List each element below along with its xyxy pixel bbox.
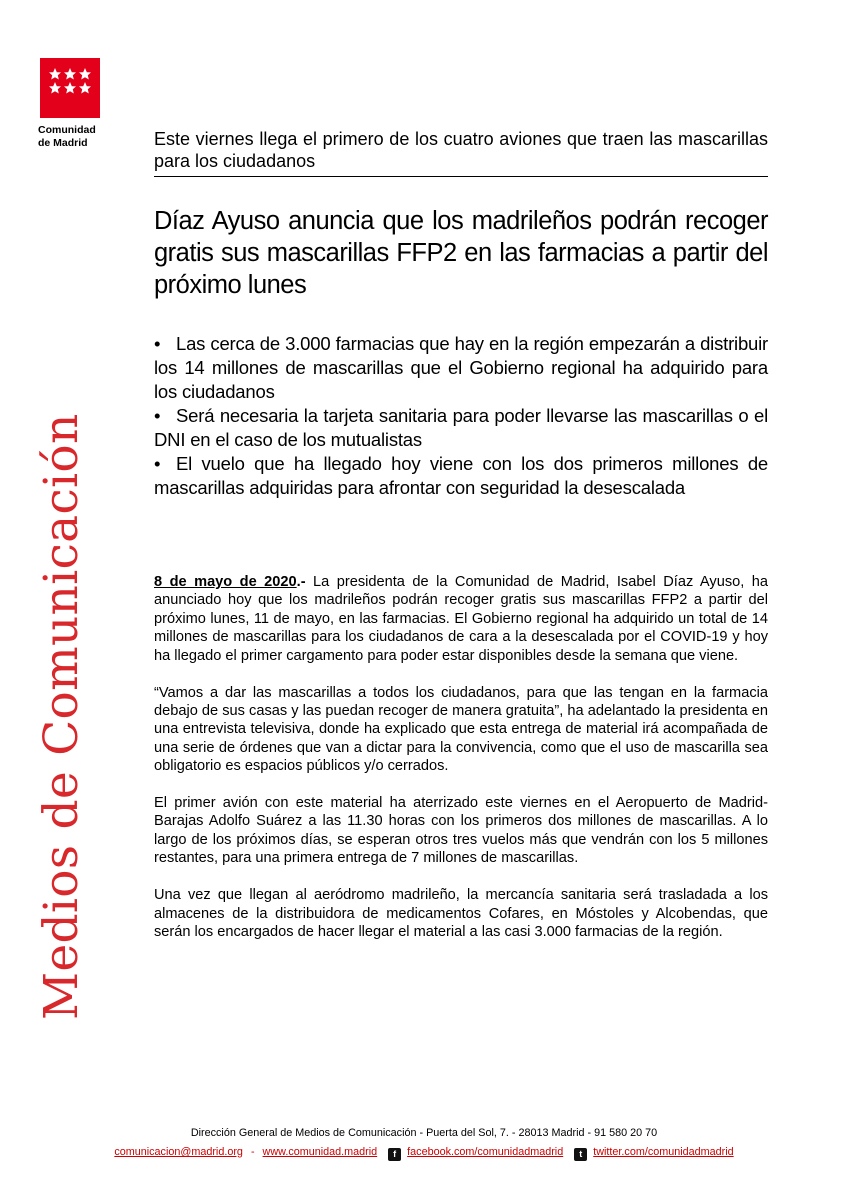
bullet-list (154, 332, 768, 500)
article-body (154, 573, 768, 960)
website-link[interactable]: www.comunidad.madrid (262, 1146, 378, 1158)
bullet-item (154, 452, 768, 500)
footer-address: Dirección General de Medios de Comunicación - Puerta del Sol, 7. - 28013 Madrid - 91 580 20 70 (190, 1127, 658, 1139)
org-name-line-1: Comunidad (38, 124, 96, 136)
paragraph-1 (154, 573, 768, 665)
twitter-icon: t (574, 1148, 587, 1161)
bullet-icon: • (154, 405, 161, 426)
bullet-icon: • (154, 333, 161, 354)
bullet-item (154, 332, 768, 404)
bullet-icon: • (154, 453, 161, 474)
org-name (38, 124, 96, 150)
bullet-text: Será necesaria la tarjeta sanitaria para poder llevarse las mascarillas o el DNI en el caso de los mutualistas (154, 405, 768, 450)
subtitle: Este viernes llega el primero de los cuatro aviones que traen las mascarillas para los ciudadanos (154, 128, 768, 177)
paragraph-2: “Vamos a dar las mascarillas a todos los ciudadanos, para que las tengan en la farmacia debajo de sus casas y las puedan recoger de manera gratuita”, ha adelantado la presidenta en una entrevista televisiva, donde ha explicado que esta entrega de material irá acompañada de una serie de órdenes que van a dictar para la convivencia, como que el uso de mascarilla sea obligatorio es espacios públicos y/o cerrados. (154, 684, 768, 775)
footer-links (0, 1146, 848, 1161)
bullet-text: El vuelo que ha llegado hoy viene con los dos primeros millones de mascarillas adquiridas para afrontar con seguridad la desescalada (154, 453, 768, 498)
dateline: 8 de mayo de 2020 (154, 574, 297, 590)
org-name-line-2: de Madrid (38, 137, 88, 149)
email-link[interactable]: comunicacion@madrid.org (114, 1146, 243, 1158)
headline: Díaz Ayuso anuncia que los madrileños podrán recoger gratis sus mascarillas FFP2 en las farmacias a partir del próximo lunes (154, 207, 768, 299)
twitter-link[interactable]: twitter.com/comunidadmadrid (593, 1146, 734, 1158)
bullet-item (154, 404, 768, 452)
paragraph-1-text: La presidenta de la Comunidad de Madrid, Isabel Díaz Ayuso, ha anunciado hoy que los madrileños podrán recoger gratis sus mascarillas FFP2 a partir del próximo lunes, 11 de mayo, en las farmacias. El Gobierno regional ha adquirido un total de 14 millones de mascarillas para los ciudadanos de cara a la desescalada por el COVID-19 y hoy ha llegado el primer cargamento para poder estar disponibles desde la semana que viene. (154, 574, 768, 664)
comunidad-de-madrid-logo (40, 58, 100, 118)
side-label: Medios de Comunicación (34, 413, 89, 1020)
paragraph-4: Una vez que llegan al aeródromo madrileño, la mercancía sanitaria será trasladada a los almacenes de la distribuidora de medicamentos Cofares, en Móstoles y Alcobendas, que serán los encargados de hacer llegar el material a las casi 3.000 farmacias de la región. (154, 887, 768, 940)
facebook-icon: f (388, 1148, 401, 1161)
facebook-link[interactable]: facebook.com/comunidadmadrid (407, 1146, 564, 1158)
dateline-separator: .- (296, 574, 306, 590)
footer-separator: - (250, 1146, 255, 1158)
stars-icon (40, 58, 100, 118)
bullet-text: Las cerca de 3.000 farmacias que hay en la región empezarán a distribuir los 14 millones de mascarillas que el Gobierno regional ha adquirido para los ciudadanos (154, 333, 768, 402)
paragraph-3: El primer avión con este material ha aterrizado este viernes en el Aeropuerto de Madrid-Barajas Adolfo Suárez a las 11.30 horas con los primeros dos millones de mascarillas. A lo largo de los próximos días, se esperan otros tres vuelos más que vendrán con los 5 millones restantes, para una primera entrega de 7 millones de mascarillas. (154, 795, 768, 867)
